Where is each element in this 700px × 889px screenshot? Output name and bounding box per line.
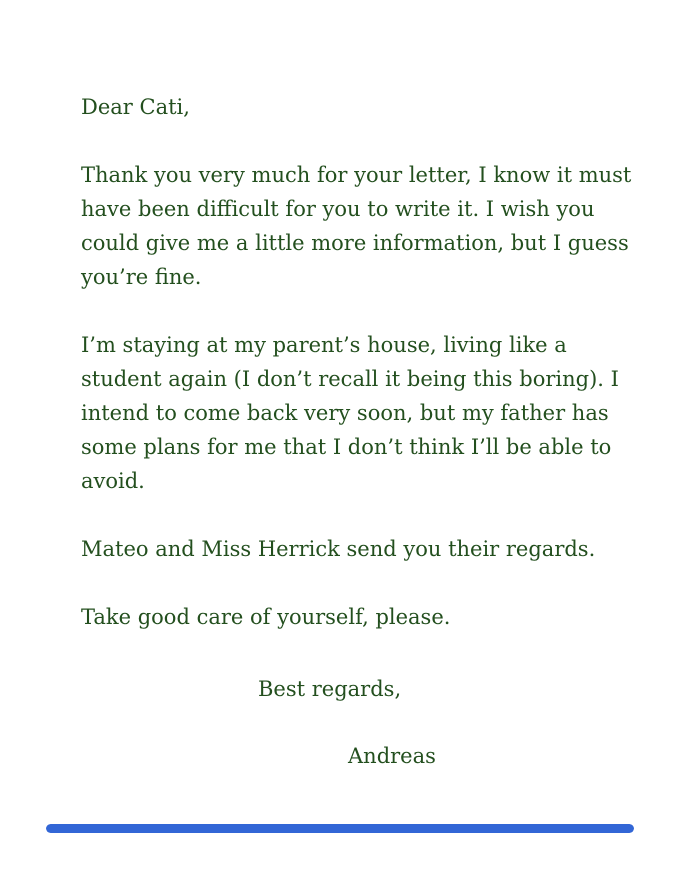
letter-signature: Andreas — [348, 744, 436, 768]
reading-progress-bar[interactable] — [46, 824, 634, 833]
letter-body — [81, 90, 651, 668]
letter-paragraph: I’m staying at my parent’s house, living like a student again (I don’t recall it being this boring). I intend to come back very soon, but my father has some plans for me that I don’t think I’ll be able to avoid. — [81, 333, 619, 493]
letter-paragraph: Mateo and Miss Herrick send you their regards. — [81, 537, 596, 561]
letter-closing: Best regards, — [258, 677, 402, 701]
letter-paragraph: Thank you very much for your letter, I know it must have been difficult for you to write it. I wish you could give me a little more information, but I guess you’re fine. — [81, 163, 632, 289]
letter-greeting: Dear Cati, — [81, 95, 190, 119]
letter-paragraph: Take good care of yourself, please. — [81, 605, 451, 629]
reading-progress-fill — [46, 824, 634, 833]
